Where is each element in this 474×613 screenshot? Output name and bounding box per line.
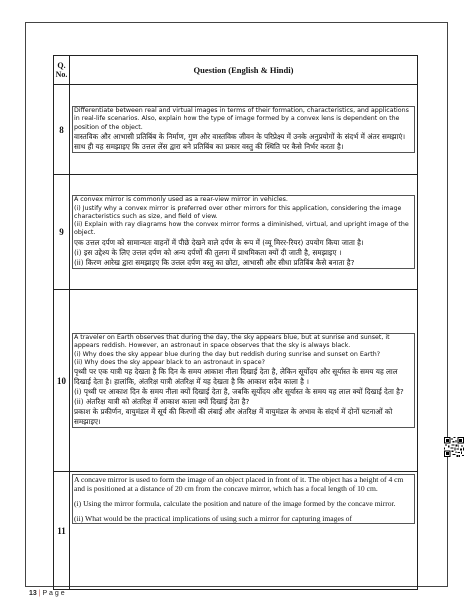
question-number: 10 (54, 290, 70, 472)
question-cell (70, 175, 418, 290)
question-intro-en: A convex mirror is commonly used as a rear-view mirror in vehicles. (74, 196, 288, 204)
question-cell (70, 85, 418, 175)
question-part-i-en: (i) Justify why a convex mirror is preferred over other mirrors for this application, considering the image characteristics such as size, and field of view. (74, 204, 402, 220)
table-row (54, 290, 418, 472)
question-text-hi: वास्तविक और आभासी प्रतिबिंब के निर्माण, गुण और वास्तविक जीवन के परिप्रेक्ष्य में उनके अनुप्रयोगों के संदर्भ में अंतर समझाएं। साथ ही यह समझाइए कि उत्तल लेंस द्वारा बने प्रतिबिंब का प्रकार वस्तु की स्थिति पर कैसे निर्भर करता है। (74, 131, 406, 151)
question-part-ii-en: (ii) Explain with ray diagrams how the convex mirror forms a diminished, virtual, and upright image of the object. (74, 221, 409, 237)
question-part-ii-en: (ii) What would be the practical implications of using such a mirror for capturing images of (74, 514, 353, 523)
question-content (70, 472, 417, 526)
question-part-i-hi: (i) पृथ्वी पर आकाश दिन के समय नीला क्यों दिखाई देता है, जबकि सूर्योदय और सूर्यास्त के समय यह लाल क्यों दिखाई देता है? (74, 387, 404, 397)
question-number: 9 (54, 175, 70, 290)
page-footer (29, 590, 65, 597)
question-intro-en: A traveler on Earth observes that during the day, the sky appears blue, but at sunrise and sunset, it appears reddish. However, an astronaut in space observes that the sky is always black. (74, 333, 390, 350)
question-part-ii-hi: (ii) अंतरिक्ष यात्री को अंतरिक्ष में आकाश काला क्यों दिखाई देता है? (74, 397, 250, 407)
question-part-i-hi: (i) इस उद्देश्य के लिए उत्तल दर्पण को अन्य दर्पणों की तुलना में प्राथमिकता क्यों दी जाती है, समझाइए । (74, 247, 342, 257)
question-number: 11 (54, 472, 70, 590)
table-row (54, 85, 418, 175)
page-label: P a g e (42, 590, 65, 597)
question-intro-hi: पृथ्वी पर एक यात्री यह देखता है कि दिन के समय आकाश नीला दिखाई देता है, लेकिन सूर्योदय और सूर्यास्त के समय यह लाल दिखाई देता है। हालांकि, अंतरिक्ष यात्री अंतरिक्ष में यह देखता है कि आकाश सदैव काला है । (74, 367, 398, 387)
table-header-row (54, 56, 418, 85)
question-header: Question (English & Hindi) (70, 56, 418, 85)
question-part-ii-hi: (ii) किरण आरेख द्वारा समझाइए कि उत्तल दर्पण वस्तु का छोटा, आभासी और सीधा प्रतिबिंब कैसे बनाता है? (74, 257, 355, 267)
table-row (54, 175, 418, 290)
question-content (70, 104, 417, 155)
question-number: 8 (54, 85, 70, 175)
page-number: 13 (29, 590, 37, 597)
qno-header: Q. No. (54, 56, 70, 85)
question-text-en: Differentiate between real and virtual images in terms of their formation, characteristics, and applications in real-life scenarios. Also, explain how the type of image formed by a convex lens is dependent on the position of the object. (74, 107, 409, 131)
question-cell (70, 290, 418, 472)
table-row (54, 472, 418, 590)
question-content (70, 193, 417, 270)
question-table (53, 55, 418, 590)
question-content (70, 331, 417, 430)
question-part-i-en: (i) Using the mirror formula, calculate the position and nature of the image formed by the concave mirror. (74, 499, 396, 508)
question-note-hi: प्रकाश के प्रकीर्णन, वायुमंडल में सूर्य की किरणों की लंबाई और अंतरिक्ष में वायुमंडल के अभाव के संदर्भ में दोनों घटनाओं को समझाइए। (74, 407, 393, 427)
question-intro-hi: एक उत्तल दर्पण को सामान्यतः वाहनों में पीछे देखने वाले दर्पण के रूप में (व्यू मिरर-रियर) उपयोग किया जाता है। (74, 237, 364, 247)
question-intro-en: A concave mirror is used to form the image of an object placed in front of it. The object has a height of 4 cm and is positioned at a distance of 20 cm from the concave mirror, which has a focal length of 10 cm. (74, 475, 404, 493)
question-part-ii-en: (ii) Why does the sky appear black to an astronaut in space? (74, 358, 265, 366)
question-part-i-en: (i) Why does the sky appear blue during the day but reddish during sunrise and sunset on Earth? (74, 350, 381, 358)
footer-separator: | (38, 590, 41, 597)
qr-code-icon (444, 437, 464, 457)
question-cell (70, 472, 418, 590)
